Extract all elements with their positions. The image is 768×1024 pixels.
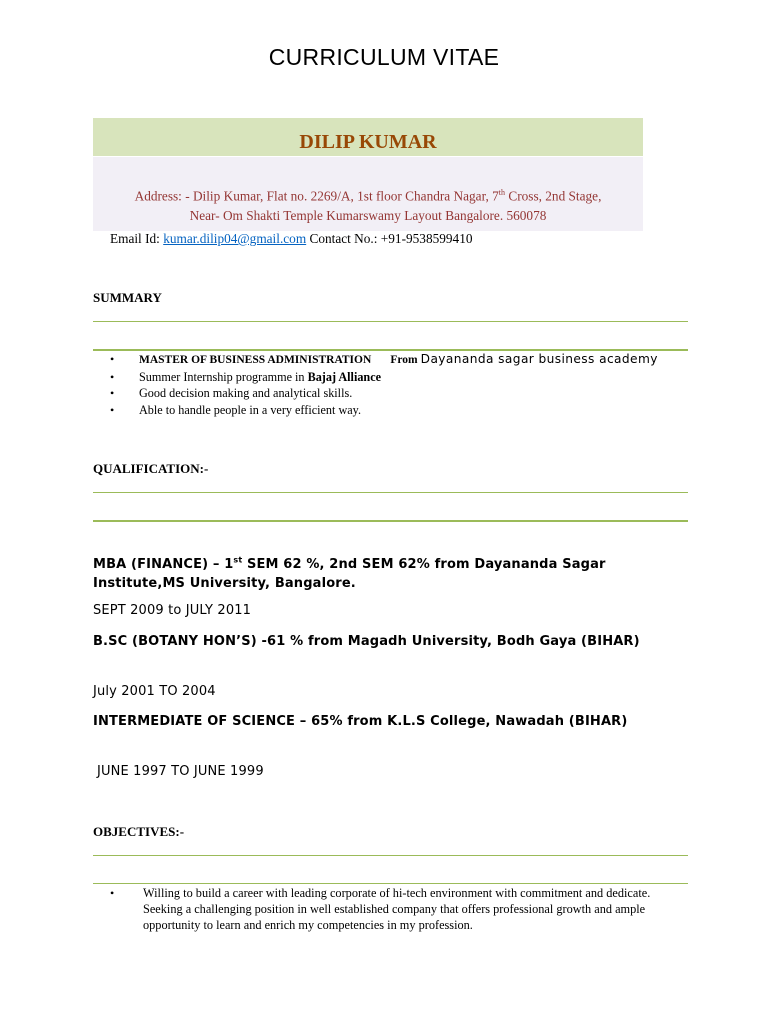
qualification-mba-dates: SEPT 2009 to JULY 2011 — [93, 603, 252, 618]
qualification-mba: MBA (FINANCE) – 1st SEM 62 %, 2nd SEM 62% from Dayananda Sagar Institute,MS University, Bangalore. — [93, 556, 606, 592]
summary-item-internship: • Summer Internship programme in Bajaj Alliance — [110, 369, 382, 384]
qualification-heading: QUALIFICATION:- — [93, 461, 209, 476]
bullet-icon: • — [110, 386, 115, 400]
address-line-1: Address: - Dilip Kumar, Flat no. 2269/A, 1st floor Chandra Nagar, 7th Cross, 2nd Stage, — [134, 188, 602, 204]
summary-item-people: • Able to handle people in a very efficient way. — [110, 402, 361, 417]
email-link[interactable]: kumar.dilip04@gmail.com — [163, 231, 307, 246]
document-title: CURRICULUM VITAE — [268, 44, 500, 70]
objectives-heading: OBJECTIVES:- — [93, 824, 185, 839]
objective-item: • Willing to build a career with leading corporate of hi-tech environment with commitment and dedicate. Seeking a challenging position in well established company that offers professional growth and ample opportunity to learn and enrich my competencies in my profession. — [110, 886, 651, 932]
email-label: Email Id: — [110, 231, 164, 246]
summary-list — [110, 351, 685, 418]
qualification-intermediate-dates: JUNE 1997 TO JUNE 1999 — [97, 764, 264, 779]
bullet-icon: • — [110, 402, 115, 417]
objectives-rule-top — [93, 855, 688, 856]
contact-line — [110, 231, 473, 247]
summary-rule-top — [93, 321, 688, 322]
summary-item-mba: • MASTER OF BUSINESS ADMINISTRATION From Dayananda sagar business academy — [110, 352, 658, 366]
qualification-rule-top — [93, 492, 688, 493]
address-line-2: Near- Om Shakti Temple Kumarswamy Layout Bangalore. 560078 — [189, 208, 547, 224]
phone-number: +91-9538599410 — [380, 231, 473, 246]
qualification-intermediate: INTERMEDIATE OF SCIENCE – 65% from K.L.S College, Nawadah (BIHAR) — [93, 714, 628, 729]
bullet-icon: • — [110, 352, 115, 366]
qualification-bsc: B.SC (BOTANY HON’S) -61 % from Magadh University, Bodh Gaya (BIHAR) — [93, 634, 640, 649]
summary-item-decision: • Good decision making and analytical skills. — [110, 386, 353, 400]
objectives-rule-bottom — [93, 883, 688, 884]
bullet-icon: • — [110, 369, 115, 384]
address-block — [93, 183, 643, 226]
qualification-bsc-dates: July 2001 TO 2004 — [93, 684, 216, 699]
objectives-list — [110, 885, 685, 933]
bullet-icon: • — [110, 886, 115, 900]
phone-label: Contact No.: — [306, 231, 381, 246]
qualification-rule-bottom — [93, 520, 688, 522]
summary-heading: SUMMARY — [93, 290, 162, 305]
candidate-name: DILIP KUMAR — [299, 131, 437, 153]
